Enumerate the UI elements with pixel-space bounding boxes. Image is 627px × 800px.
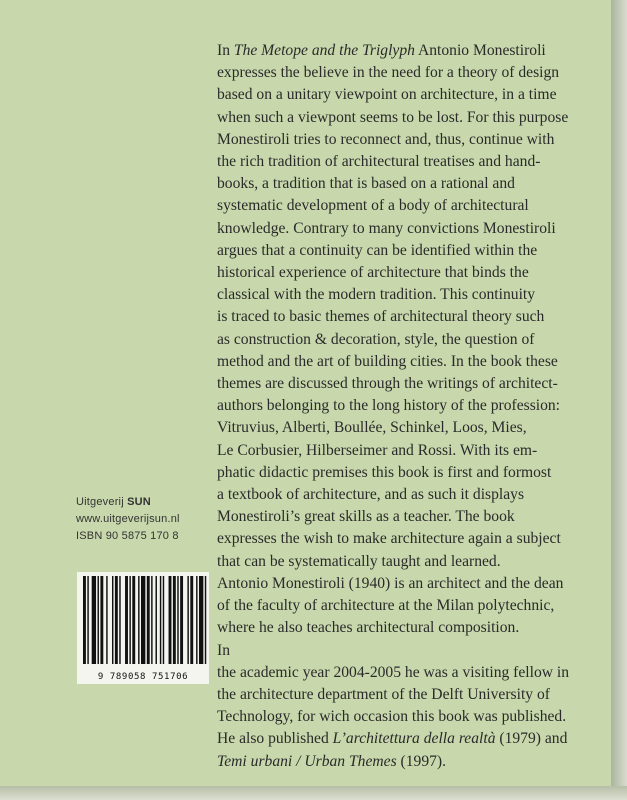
barcode-bar [141, 576, 145, 664]
text-line: phatic didactic premises this book is first and formost [217, 463, 552, 481]
book-title: The Metope and the Triglyph [233, 42, 415, 59]
isbn: ISBN 90 5875 170 8 [76, 530, 179, 542]
barcode-bar [147, 576, 150, 664]
barcode-bar [190, 576, 193, 664]
text-line: Antonio Monestiroli (1940) is an architect and the dean [217, 575, 564, 592]
text-line: where he also teaches architectural composition. [217, 619, 520, 637]
description-paragraph [217, 40, 602, 573]
text-line: authors belonging to the long history of the profession: [217, 397, 561, 415]
text-line: He also published L’architettura della realtà (1979) and [217, 730, 568, 748]
text-line: that can be systematically taught and learned. [217, 552, 501, 570]
text-line: Technology, for wich occasion this book was published. [217, 708, 567, 726]
text-line: as construction & decoration, style, the question of [217, 330, 535, 348]
barcode-bar [177, 576, 178, 664]
text-line: themes are discussed through the writings of architect- [217, 375, 558, 393]
barcode-bar [199, 576, 203, 664]
barcode-bar [160, 576, 161, 664]
text-line: books, a tradition that is based on a rational and [217, 175, 515, 193]
barcode-bar [112, 576, 113, 664]
text-line: classical with the modern tradition. This continuity [217, 286, 536, 304]
text-line: when such a viewpont seems to be lost. For this purpose [217, 108, 569, 126]
text-line: systematic development of a body of architectural [217, 197, 529, 215]
barcode-bar [100, 576, 103, 664]
barcode-bar [169, 576, 172, 664]
barcode-bar [106, 576, 107, 664]
text-line: of the faculty of architecture at the Milan polytechnic, [217, 597, 555, 615]
barcode-bar [92, 576, 96, 664]
barcode-bar [129, 576, 130, 664]
barcode-bar [132, 576, 135, 664]
text-line: the architecture department of the Delft University of [217, 686, 550, 704]
barcode-bar [98, 576, 99, 664]
text-line: method and the art of building cities. In the book these [217, 352, 558, 370]
text-line: is traced to basic themes of architectural theory such [217, 308, 545, 326]
publisher-website: www.uitgeverijsun.nl [76, 513, 180, 525]
text-line: expresses the wish to make architecture again a subject [217, 530, 561, 548]
publisher-info [76, 494, 180, 545]
text-line: Monestiroli tries to reconnect and, thus, continue with [217, 130, 555, 148]
barcode-bar [173, 576, 176, 664]
barcode-bar [205, 576, 206, 664]
barcode-bar [187, 576, 188, 664]
text-line: the rich tradition of architectural treatises and hand- [217, 153, 541, 171]
text-line: knowledge. Contrary to many convictions Monestiroli [217, 219, 556, 237]
text-line: expresses the believe in the need for a theory of design [217, 64, 560, 82]
text-line: based on a unitary viewpoint on architecture, in a time [217, 86, 557, 104]
text-line: a textbook of architecture, and as such it displays [217, 486, 525, 504]
barcode-bar [119, 576, 120, 664]
barcode-bar [156, 576, 157, 664]
book-title: L’architettura della realtà [332, 730, 496, 748]
text-line: Monestiroli’s great skills as a teacher. The book [217, 508, 515, 526]
barcode-bar [180, 576, 183, 664]
barcode [77, 572, 209, 684]
barcode-bar [125, 576, 128, 664]
barcode-bar [151, 576, 152, 664]
barcode-bar [87, 576, 88, 664]
publisher-name: Uitgeverij SUN [76, 496, 151, 508]
text-line: the academic year 2004-2005 he was a visiting fellow in [217, 663, 570, 681]
author-bio-paragraph [217, 573, 602, 773]
text-line: argues that a continuity can be identified within the [217, 241, 538, 259]
publisher-brand: SUN [127, 496, 151, 508]
cover-bottom-edge [0, 786, 627, 800]
book-title: Temi urbani / Urban Themes [217, 752, 397, 770]
text-line: Vitruvius, Alberti, Boullée, Schinkel, Loos, Mies, [217, 419, 527, 437]
text-line: historical experience of architecture that binds the [217, 264, 529, 282]
cover-edge [611, 0, 627, 800]
barcode-bar [115, 576, 118, 664]
barcode-bar [196, 576, 197, 664]
text-line: Le Corbusier, Hilberseimer and Rossi. With its em- [217, 441, 538, 459]
barcode-bar [138, 576, 139, 664]
barcode-number: 9 789058 751706 [97, 672, 189, 682]
barcode-bars [77, 572, 209, 684]
text-line: In [217, 641, 230, 659]
barcode-bar [83, 576, 86, 664]
text-line: In The Metope and the Triglyph Antonio Monestiroli [217, 42, 546, 59]
text-line: Temi urbani / Urban Themes (1997). [217, 752, 447, 770]
barcode-bar [163, 576, 164, 664]
